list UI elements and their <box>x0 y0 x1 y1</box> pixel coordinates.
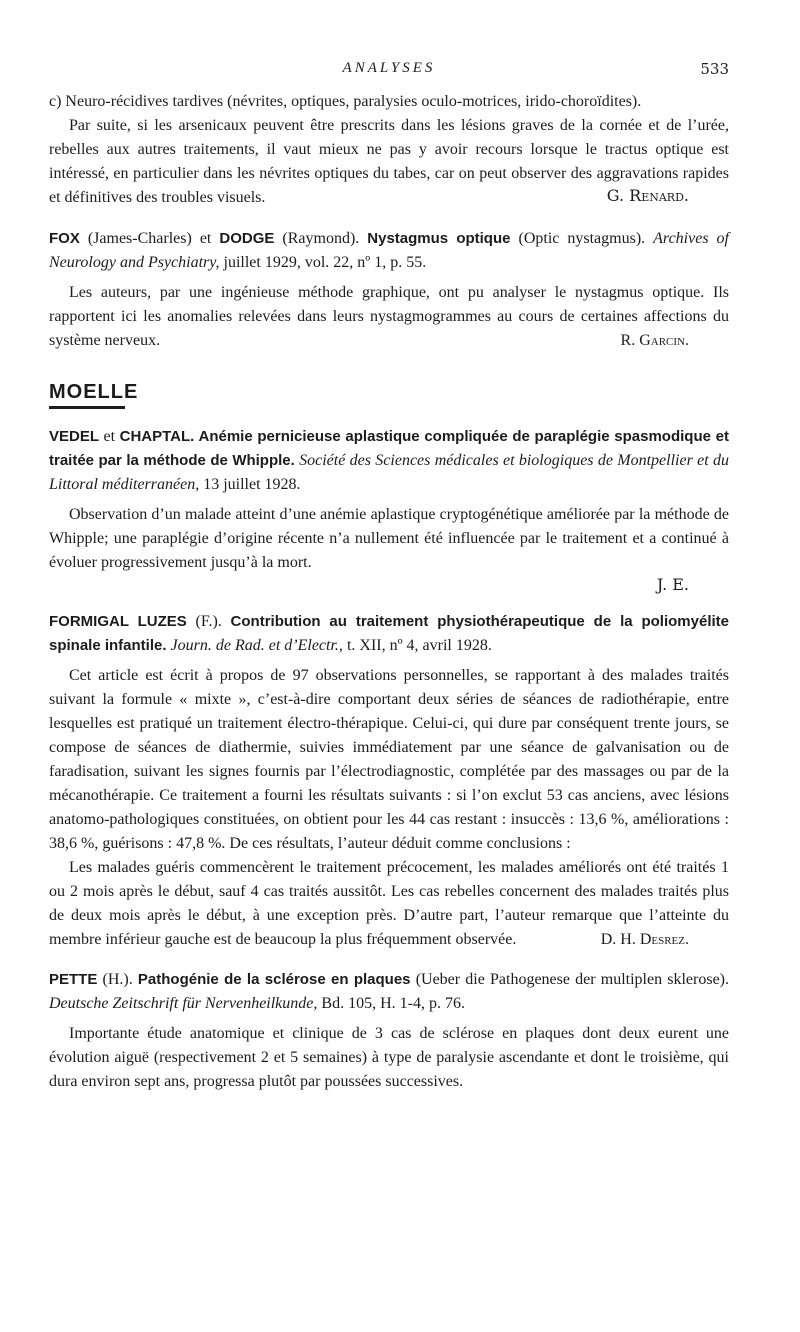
page-number: 533 <box>700 60 729 78</box>
entry-title: Nystagmus optique <box>367 230 511 247</box>
running-header <box>49 60 729 90</box>
entry-body-vedel: Observation d’un malade atteint d’une anémie aplastique cryptogénétique améliorée par la méthode de Whipple; une paraplégie d’origine récente n’a nullement été influencée par le traitement et a continué à évoluer progressivement jusqu’à la mort. <box>49 506 729 571</box>
running-title: ANALYSES <box>342 60 436 76</box>
entry-author: FOX <box>49 230 80 247</box>
entry-body-text: Les auteurs, par une ingénieuse méthode graphique, ont pu analyser le nystagmus optique. Ils rapportent ici les anomalies relevées dans leurs nystagmogrammes au cours de certaines affections du système nerveux. <box>49 284 729 349</box>
entry-reference: 13 juillet 1928. <box>199 476 301 493</box>
page <box>49 60 729 1094</box>
entry-reference: Bd. 105, H. 1-4, p. 76. <box>317 995 465 1012</box>
entry-author-2: DODGE <box>219 230 275 247</box>
entry-heading-fox <box>49 227 729 275</box>
entry-author-conjunction: et <box>99 428 120 445</box>
entry-journal: Société des Sciences médicales et biologiques de Montpellier et du Littoral méditerranéen, <box>49 452 729 493</box>
entry-signature: J. E. <box>656 575 689 594</box>
entry-author-detail: (James-Charles) et <box>79 230 220 247</box>
entry-body-text: Les malades guéris commencèrent le traitement précocement, les malades améliorés ont été traités 1 ou 2 mois après le début, sauf 4 cas traités aussitôt. Les cas rebelles concernent des malades traités plus de deux mois après le début, à une exception près. D’autre part, l’auteur remarque que l’atteinte du membre inférieur gauche est de beaucoup la plus fréquemment observée. <box>49 859 729 948</box>
entry-body-formigal-2 <box>49 856 729 952</box>
entry-title: Pathogénie de la sclérose en plaques <box>137 971 411 988</box>
entry-author-2-detail: (Raymond). <box>274 230 368 247</box>
entry-author-2: CHAPTAL. <box>119 428 195 445</box>
entry-reference: t. XII, nº 4, avril 1928. <box>342 637 492 654</box>
intro-signature: G. Renard. <box>606 186 689 205</box>
entry-author-detail: (F.). <box>186 613 231 630</box>
entry-title-translation: (Optic nystagmus). <box>510 230 654 247</box>
entry-signature: R. Garcin. <box>620 332 689 349</box>
entry-signature: D. H. Desrez. <box>600 931 689 948</box>
entry-author: FORMIGAL LUZES <box>49 613 187 630</box>
entry-title: Anémie pernicieuse aplastique compliquée de paraplégie spasmodique et traitée par la méthode de Whipple. <box>49 428 730 469</box>
entry-author-detail: (H.). <box>97 971 138 988</box>
entry-heading-vedel <box>49 425 729 497</box>
entry-heading-pette <box>49 968 729 1016</box>
entry-reference: juillet 1929, vol. 22, nº 1, p. 55. <box>219 254 427 271</box>
intro-paragraph-text: Par suite, si les arsenicaux peuvent être prescrits dans les lésions graves de la cornée et de l’urée, rebelles aux autres traitements, il vaut mieux ne pas y avoir recours lorsque le tractus optique est intéressé, en particulier dans les névrites optiques du tabes, car on peut observer des aggravations rapides et définitives des troubles visuels. <box>49 117 729 206</box>
entry-body-pette: Importante étude anatomique et clinique de 3 cas de sclérose en plaques dont deux eurent une évolution aiguë (respectivement 2 et 5 semaines) à type de paralysie ascendante et dont le troisième, qui dura environ sept ans, progressa plutôt par poussées successives. <box>49 1025 729 1090</box>
entry-journal: Deutsche Zeitschrift für Nervenheilkunde, <box>49 995 318 1012</box>
entry-body-fox <box>49 281 729 353</box>
entry-author: VEDEL <box>49 428 100 445</box>
section-heading: MOELLE <box>49 381 125 409</box>
entry-heading-formigal <box>49 610 729 658</box>
intro-item-c: c) Neuro-récidives tardives (névrites, optiques, paralysies oculo-motrices, irido-choroïdites). <box>49 93 642 110</box>
entry-journal: Archives of Neurology and Psychiatry, <box>49 230 729 271</box>
entry-title: Contribution au traitement physiothérapeutique de la poliomyélite spinale infantile. <box>49 613 729 654</box>
entry-body-formigal-1: Cet article est écrit à propos de 97 observations personnelles, se rapportant à des malades traités suivant la formule « mixte », c’est-à-dire comportant deux séries de séances de radiothérapie, entre lesquelles est pratiqué un traitement électro-thérapique. Celui-ci, qui dure par conséquent trente jours, se compose de séances de diathermie, suivies immédiatement par une séance de galvanisation ou de faradisation, suivant les signes fournis par l’électrodiagnostic, complétée par des massages ou par de la mécanothérapie. Ce traitement a fourni les résultats suivants : si l’on exclut 53 cas anciens, avec lésions anatomo-pathologiques constituées, on obtient pour les 44 cas restant : insuccès : 13,6 %, améliorations : 38,6 %, guérisons : 47,8 %. De ces résultats, l’auteur déduit comme conclusions : <box>49 667 729 852</box>
entry-title-translation: (Ueber die Pathogenese der multiplen sklerose). <box>410 971 730 988</box>
entry-author: PETTE <box>49 971 98 988</box>
entry-journal: Journ. de Rad. et d’Electr., <box>166 637 343 654</box>
